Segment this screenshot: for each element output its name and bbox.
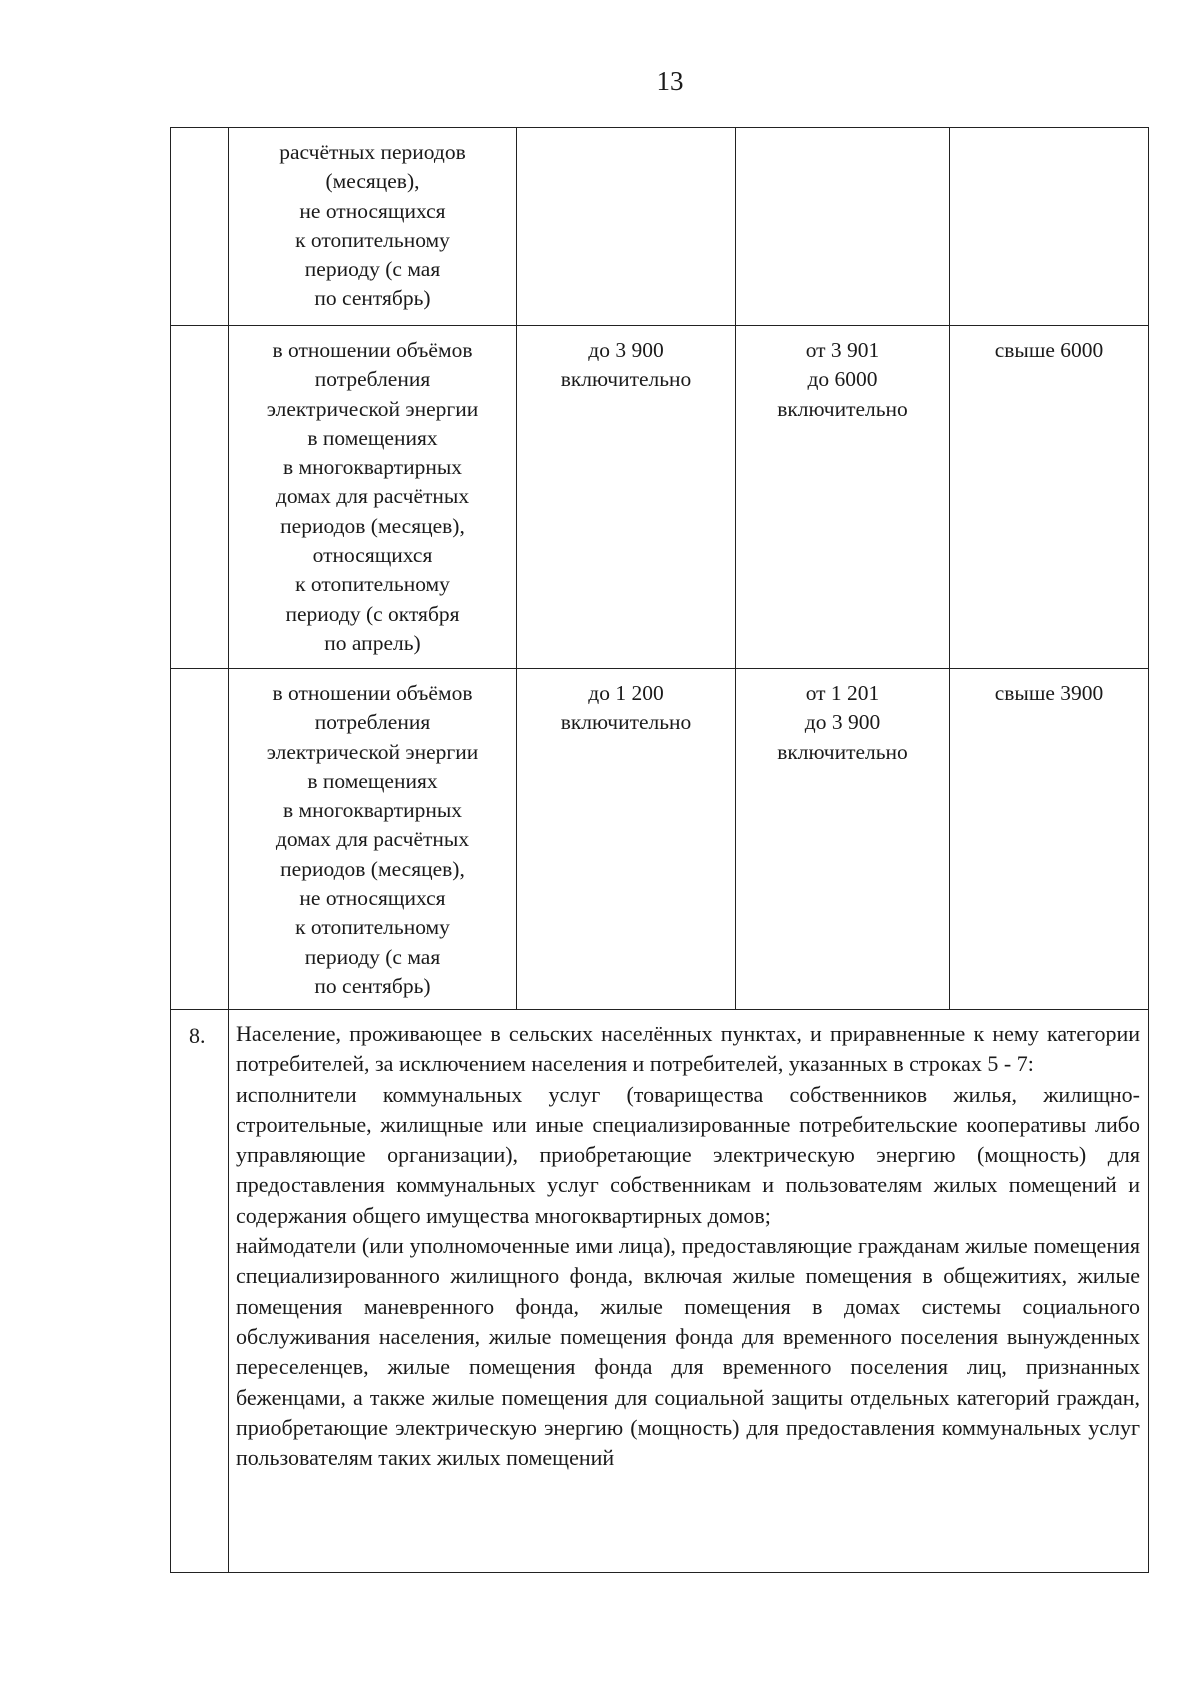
range-low-cell	[517, 128, 736, 325]
row-8-paragraph: исполнители коммунальных услуг (товарищества собственников жилья, жилищно-строительные, жилищные или иные специализированные потребительские кооперативы либо управляющие организации), приобретающие электрическую энергию (мощность) для предоставления коммунальных услуг собственникам и пользователям жилых помещений и содержания общего имущества многоквартирных домов;	[236, 1081, 1140, 1228]
row-number-cell	[171, 326, 229, 668]
description-line: в помещениях	[307, 425, 438, 450]
description-line: к отопительному	[295, 915, 450, 940]
range-high-line: свыше 3900	[994, 681, 1104, 705]
description-cell	[229, 326, 517, 668]
description-line: в отношении объёмов	[272, 338, 473, 362]
row-number: 8.	[171, 1010, 229, 1572]
page-number: 13	[656, 66, 684, 96]
description-line: к отопительному	[295, 227, 450, 252]
range-low-line: до 1 200	[588, 681, 664, 705]
description-line: к отопительному	[295, 572, 450, 597]
range-low-line: включительно	[560, 710, 692, 735]
range-high-cell	[950, 326, 1148, 668]
description-line: потребления	[314, 367, 431, 392]
range-mid-line: до 3 900	[804, 710, 881, 735]
description-line: домах для расчётных	[275, 827, 470, 852]
description-cell	[229, 128, 517, 325]
table-row-8	[171, 1010, 1148, 1573]
description-line: по апрель)	[324, 630, 421, 655]
description-line: в помещениях	[307, 768, 438, 793]
description-line: в отношении объёмов	[272, 681, 473, 705]
row-8-text	[229, 1010, 1146, 1572]
range-low-cell	[517, 326, 736, 668]
description-line: расчётных периодов	[279, 140, 466, 164]
range-mid-line: от 1 201	[805, 681, 880, 705]
range-mid-line: включительно	[777, 739, 908, 764]
table-row	[171, 326, 1148, 669]
description-line: периоду (с мая	[304, 257, 441, 282]
description-line: периодов (месяцев),	[280, 513, 465, 538]
range-mid-line: от 3 901	[805, 338, 880, 362]
row-number-cell	[171, 128, 229, 325]
description-line: периодов (месяцев),	[280, 856, 465, 881]
description-cell	[229, 669, 517, 1009]
description-line: электрической энергии	[266, 739, 479, 764]
tariff-table	[170, 127, 1149, 1573]
range-high-cell	[950, 669, 1148, 1009]
range-high-cell	[950, 128, 1148, 325]
description-line: домах для расчётных	[275, 484, 470, 509]
description-line: в многоквартирных	[282, 798, 463, 823]
range-mid-line: до 6000	[807, 367, 878, 392]
range-high-line: свыше 6000	[994, 338, 1104, 362]
description-line: по сентябрь)	[314, 973, 431, 998]
range-mid-cell	[736, 326, 950, 668]
description-line: по сентябрь)	[314, 286, 431, 311]
description-line: периоду (с мая	[304, 944, 441, 969]
range-mid-cell	[736, 128, 950, 325]
description-line: относящихся	[312, 543, 433, 568]
table-row	[171, 669, 1148, 1010]
description-line: (месяцев),	[325, 169, 420, 194]
description-line: не относящихся	[299, 198, 446, 223]
range-low-line: включительно	[560, 367, 692, 392]
range-mid-line: включительно	[777, 396, 908, 421]
row-number-cell	[171, 669, 229, 1009]
row-8-paragraph: Население, проживающее в сельских населённых пунктах, и приравненные к нему категории потребителей, за исключением населения и потребителей, указанных в строках 5 - 7:	[236, 1021, 1140, 1077]
description-line: не относящихся	[299, 886, 446, 911]
description-line: в многоквартирных	[282, 455, 463, 480]
description-line: электрической энергии	[266, 396, 479, 421]
range-mid-cell	[736, 669, 950, 1009]
range-low-line: до 3 900	[588, 338, 664, 362]
table-row	[171, 128, 1148, 326]
description-line: периоду (с октября	[285, 601, 460, 626]
description-line: потребления	[314, 710, 431, 735]
row-8-paragraph: наймодатели (или уполномоченные ими лица), предоставляющие гражданам жилые помещения специализированного жилищного фонда, включая жилые помещения в общежитиях, жилые помещения маневренного фонда, жилые помещения в домах системы социального обслуживания населения, жилые помещения фонда для временного поселения вынужденных переселенцев, жилые помещения фонда для временного поселения лиц, признанных беженцами, а также жилые помещения для социальной защиты отдельных категорий граждан, приобретающие электрическую энергию (мощность) для предоставления коммунальных услуг пользователям таких жилых помещений	[236, 1233, 1140, 1471]
range-low-cell	[517, 669, 736, 1009]
